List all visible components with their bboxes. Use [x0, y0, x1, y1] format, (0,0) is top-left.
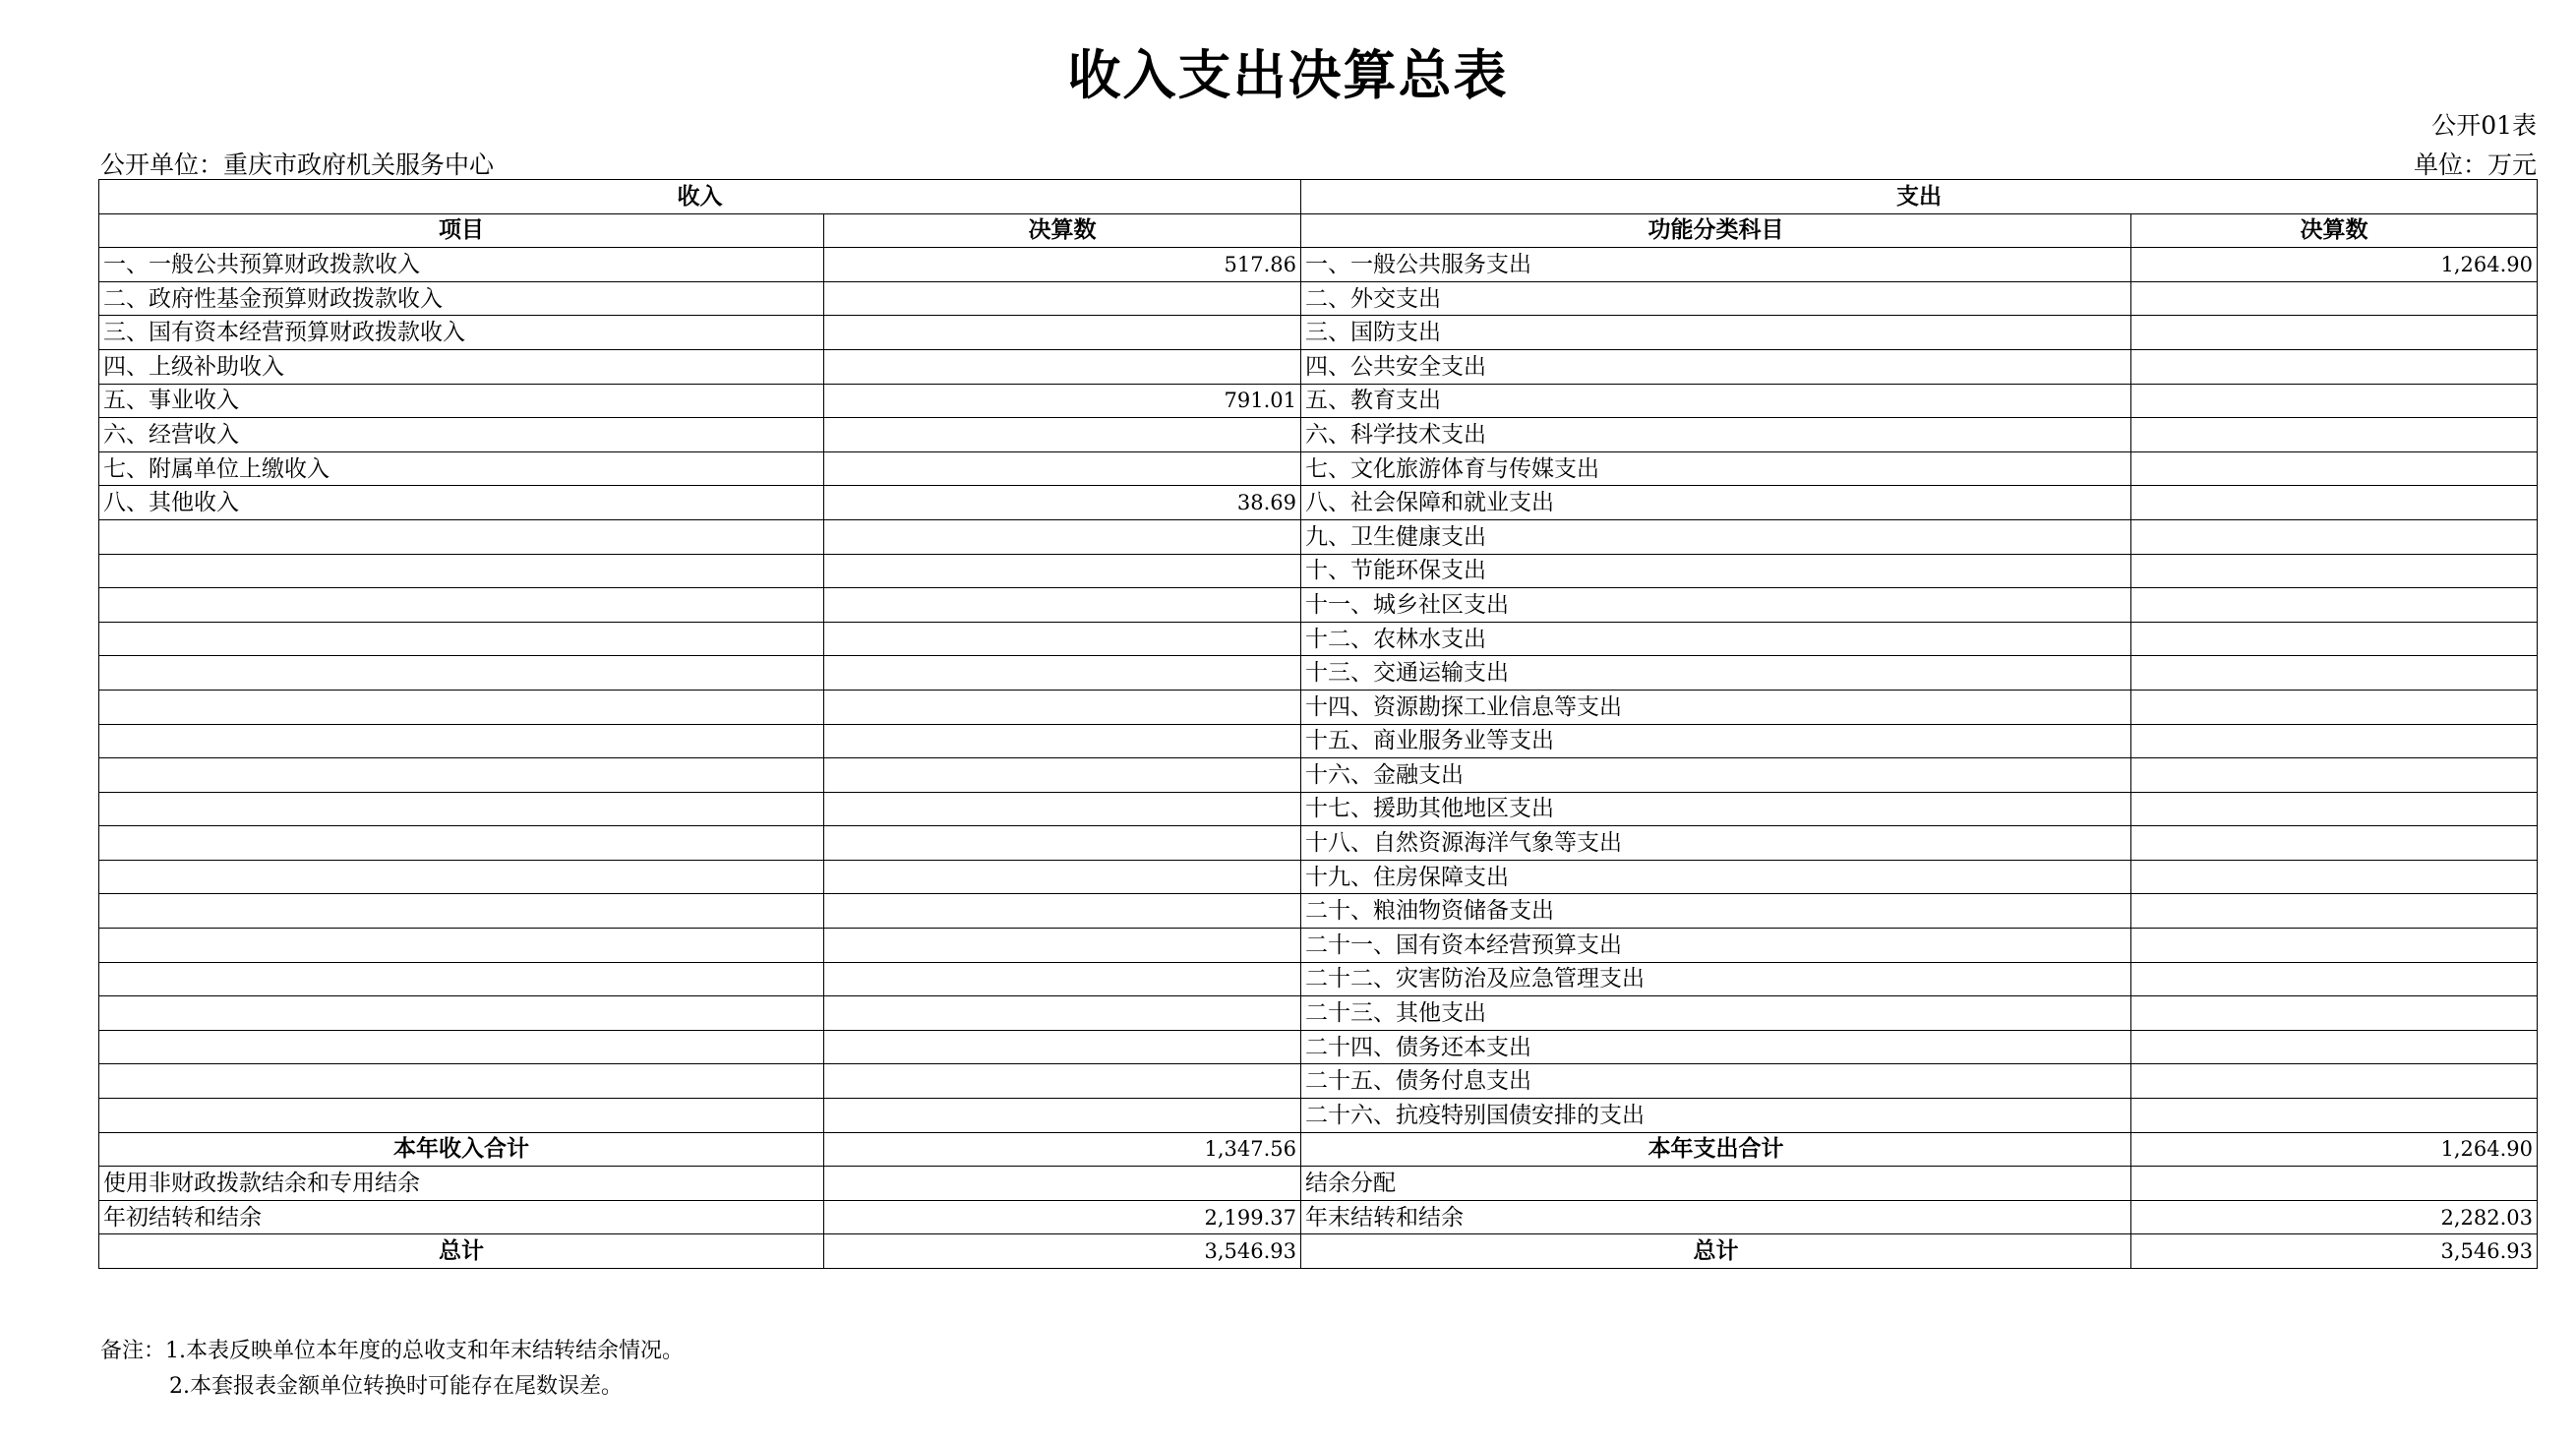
table-row	[99, 1099, 2538, 1133]
expense-item-cell: 二十一、国有资本经营预算支出	[1301, 929, 2131, 963]
expense-amount-cell	[2131, 349, 2538, 384]
header-amount: 决算数	[824, 213, 1301, 248]
table-body	[99, 248, 2538, 1132]
expense-grand-total-amount: 3,546.93	[2131, 1234, 2538, 1269]
table-row	[99, 486, 2538, 520]
expense-item-cell: 八、社会保障和就业支出	[1301, 486, 2131, 520]
header-func-item: 功能分类科目	[1301, 213, 2131, 248]
expense-item-cell: 二十六、抗疫特别国债安排的支出	[1301, 1099, 2131, 1133]
expense-amount-cell	[2131, 860, 2538, 894]
table-row	[99, 281, 2538, 316]
table-header-row	[99, 180, 2538, 214]
expense-amount-cell	[2131, 962, 2538, 996]
income-item-cell	[99, 1064, 824, 1099]
income-item-cell: 二、政府性基金预算财政拨款收入	[99, 281, 824, 316]
table-row	[99, 724, 2538, 758]
income-year-total-label: 本年收入合计	[99, 1132, 824, 1167]
table-row	[99, 316, 2538, 350]
expense-item-cell: 四、公共安全支出	[1301, 349, 2131, 384]
expense-year-total-amount: 1,264.90	[2131, 1132, 2538, 1167]
balance-expense-amount: 2,282.03	[2131, 1200, 2538, 1234]
expense-amount-cell	[2131, 486, 2538, 520]
income-item-cell	[99, 1099, 824, 1133]
year-total-row	[99, 1132, 2538, 1167]
balance-income-item: 使用非财政拨款结余和专用结余	[99, 1167, 824, 1201]
expense-amount-cell	[2131, 1030, 2538, 1064]
balance-income-amount	[824, 1167, 1301, 1201]
expense-amount-cell	[2131, 724, 2538, 758]
expense-item-cell: 十九、住房保障支出	[1301, 860, 2131, 894]
expense-amount-cell	[2131, 690, 2538, 724]
income-item-cell: 五、事业收入	[99, 384, 824, 418]
table-row	[99, 826, 2538, 861]
expense-item-cell: 九、卫生健康支出	[1301, 519, 2131, 554]
table-row	[99, 1030, 2538, 1064]
income-amount-cell	[824, 349, 1301, 384]
income-amount-cell	[824, 418, 1301, 452]
table-row	[99, 248, 2538, 282]
income-amount-cell	[824, 281, 1301, 316]
income-amount-cell	[824, 451, 1301, 486]
expense-amount-cell	[2131, 622, 2538, 656]
income-amount-cell: 517.86	[824, 248, 1301, 282]
income-item-cell	[99, 1030, 824, 1064]
income-amount-cell	[824, 690, 1301, 724]
expense-amount-cell	[2131, 1064, 2538, 1099]
income-amount-cell	[824, 962, 1301, 996]
income-item-cell	[99, 826, 824, 861]
expense-item-cell: 二十三、其他支出	[1301, 996, 2131, 1031]
balance-income-item: 年初结转和结余	[99, 1200, 824, 1234]
income-item-cell	[99, 962, 824, 996]
income-item-cell	[99, 929, 824, 963]
income-amount-cell	[824, 894, 1301, 929]
balance-income-amount: 2,199.37	[824, 1200, 1301, 1234]
expense-item-cell: 二十四、债务还本支出	[1301, 1030, 2131, 1064]
income-expense-table	[98, 179, 2538, 1269]
income-item-cell: 四、上级补助收入	[99, 349, 824, 384]
income-grand-total-label: 总计	[99, 1234, 824, 1269]
expense-amount-cell	[2131, 384, 2538, 418]
income-item-cell: 八、其他收入	[99, 486, 824, 520]
income-item-cell: 七、附属单位上缴收入	[99, 451, 824, 486]
expense-amount-cell	[2131, 1099, 2538, 1133]
income-grand-total-amount: 3,546.93	[824, 1234, 1301, 1269]
expense-item-cell: 十、节能环保支出	[1301, 554, 2131, 588]
note-2: 2.本套报表金额单位转换时可能存在尾数误差。	[169, 1374, 623, 1399]
income-item-cell	[99, 519, 824, 554]
form-number: 公开01表	[2431, 111, 2537, 140]
expense-item-cell: 十一、城乡社区支出	[1301, 588, 2131, 623]
table-row	[99, 622, 2538, 656]
expense-grand-total-label: 总计	[1301, 1234, 2131, 1269]
income-item-cell	[99, 690, 824, 724]
income-item-cell: 一、一般公共预算财政拨款收入	[99, 248, 824, 282]
notes	[100, 1334, 684, 1405]
table-row	[99, 792, 2538, 826]
income-amount-cell: 791.01	[824, 384, 1301, 418]
income-item-cell	[99, 656, 824, 691]
table-row	[99, 384, 2538, 418]
balance-row	[99, 1200, 2538, 1234]
income-amount-cell	[824, 1064, 1301, 1099]
income-amount-cell	[824, 588, 1301, 623]
expense-item-cell: 二、外交支出	[1301, 281, 2131, 316]
income-item-cell	[99, 758, 824, 793]
expense-amount-cell: 1,264.90	[2131, 248, 2538, 282]
header-income: 收入	[99, 180, 1301, 214]
income-amount-cell	[824, 724, 1301, 758]
expense-item-cell: 七、文化旅游体育与传媒支出	[1301, 451, 2131, 486]
income-amount-cell	[824, 826, 1301, 861]
balance-row	[99, 1167, 2538, 1201]
expense-item-cell: 十二、农林水支出	[1301, 622, 2131, 656]
income-amount-cell	[824, 929, 1301, 963]
expense-amount-cell	[2131, 519, 2538, 554]
expense-year-total-label: 本年支出合计	[1301, 1132, 2131, 1167]
expense-amount-cell	[2131, 316, 2538, 350]
table-row	[99, 451, 2538, 486]
table-subheader-row	[99, 213, 2538, 248]
expense-item-cell: 十六、金融支出	[1301, 758, 2131, 793]
income-amount-cell	[824, 996, 1301, 1031]
grand-total-row	[99, 1234, 2538, 1269]
expense-amount-cell	[2131, 418, 2538, 452]
org-label: 公开单位：重庆市政府机关服务中心	[100, 150, 495, 179]
expense-amount-cell	[2131, 554, 2538, 588]
income-item-cell	[99, 724, 824, 758]
expense-amount-cell	[2131, 758, 2538, 793]
income-amount-cell	[824, 316, 1301, 350]
table-row	[99, 554, 2538, 588]
income-item-cell	[99, 622, 824, 656]
table-row	[99, 690, 2538, 724]
balance-expense-amount	[2131, 1167, 2538, 1201]
income-item-cell	[99, 860, 824, 894]
income-item-cell: 六、经营收入	[99, 418, 824, 452]
income-item-cell	[99, 894, 824, 929]
table-row	[99, 588, 2538, 623]
expense-item-cell: 二十五、债务付息支出	[1301, 1064, 2131, 1099]
expense-amount-cell	[2131, 792, 2538, 826]
income-amount-cell	[824, 656, 1301, 691]
income-amount-cell	[824, 758, 1301, 793]
income-item-cell	[99, 996, 824, 1031]
table-row	[99, 758, 2538, 793]
expense-item-cell: 五、教育支出	[1301, 384, 2131, 418]
expense-amount-cell	[2131, 451, 2538, 486]
header-amount-expense: 决算数	[2131, 213, 2538, 248]
expense-amount-cell	[2131, 656, 2538, 691]
expense-item-cell: 三、国防支出	[1301, 316, 2131, 350]
unit-row	[98, 142, 2537, 177]
table-row	[99, 519, 2538, 554]
table-row	[99, 894, 2538, 929]
income-amount-cell	[824, 519, 1301, 554]
table-row	[99, 1064, 2538, 1099]
table-row	[99, 996, 2538, 1031]
balance-expense-item: 年末结转和结余	[1301, 1200, 2131, 1234]
income-item-cell	[99, 554, 824, 588]
income-item-cell	[99, 588, 824, 623]
expense-item-cell: 二十、粮油物资储备支出	[1301, 894, 2131, 929]
note-1: 备注：1.本表反映单位本年度的总收支和年末结转结余情况。	[100, 1339, 684, 1363]
income-amount-cell	[824, 622, 1301, 656]
unit-label: 单位：万元	[2413, 150, 2537, 179]
table-row	[99, 656, 2538, 691]
expense-amount-cell	[2131, 281, 2538, 316]
expense-amount-cell	[2131, 929, 2538, 963]
income-amount-cell	[824, 554, 1301, 588]
balance-expense-item: 结余分配	[1301, 1167, 2131, 1201]
table-summary	[99, 1132, 2538, 1268]
expense-amount-cell	[2131, 826, 2538, 861]
income-item-cell	[99, 792, 824, 826]
table-row	[99, 962, 2538, 996]
expense-amount-cell	[2131, 996, 2538, 1031]
expense-item-cell: 十三、交通运输支出	[1301, 656, 2131, 691]
expense-item-cell: 十七、援助其他地区支出	[1301, 792, 2131, 826]
income-amount-cell	[824, 1030, 1301, 1064]
table-row	[99, 929, 2538, 963]
header-expense: 支出	[1301, 180, 2538, 214]
table-row	[99, 349, 2538, 384]
expense-item-cell: 一、一般公共服务支出	[1301, 248, 2131, 282]
expense-amount-cell	[2131, 894, 2538, 929]
income-amount-cell: 38.69	[824, 486, 1301, 520]
income-year-total-amount: 1,347.56	[824, 1132, 1301, 1167]
income-amount-cell	[824, 860, 1301, 894]
expense-item-cell: 十八、自然资源海洋气象等支出	[1301, 826, 2131, 861]
header-item: 项目	[99, 213, 824, 248]
expense-item-cell: 二十二、灾害防治及应急管理支出	[1301, 962, 2131, 996]
income-amount-cell	[824, 1099, 1301, 1133]
page-title: 收入支出决算总表	[1067, 44, 1509, 106]
table-row	[99, 860, 2538, 894]
expense-item-cell: 六、科学技术支出	[1301, 418, 2131, 452]
expense-item-cell: 十五、商业服务业等支出	[1301, 724, 2131, 758]
expense-item-cell: 十四、资源勘探工业信息等支出	[1301, 690, 2131, 724]
income-amount-cell	[824, 792, 1301, 826]
expense-amount-cell	[2131, 588, 2538, 623]
income-item-cell: 三、国有资本经营预算财政拨款收入	[99, 316, 824, 350]
table-row	[99, 418, 2538, 452]
